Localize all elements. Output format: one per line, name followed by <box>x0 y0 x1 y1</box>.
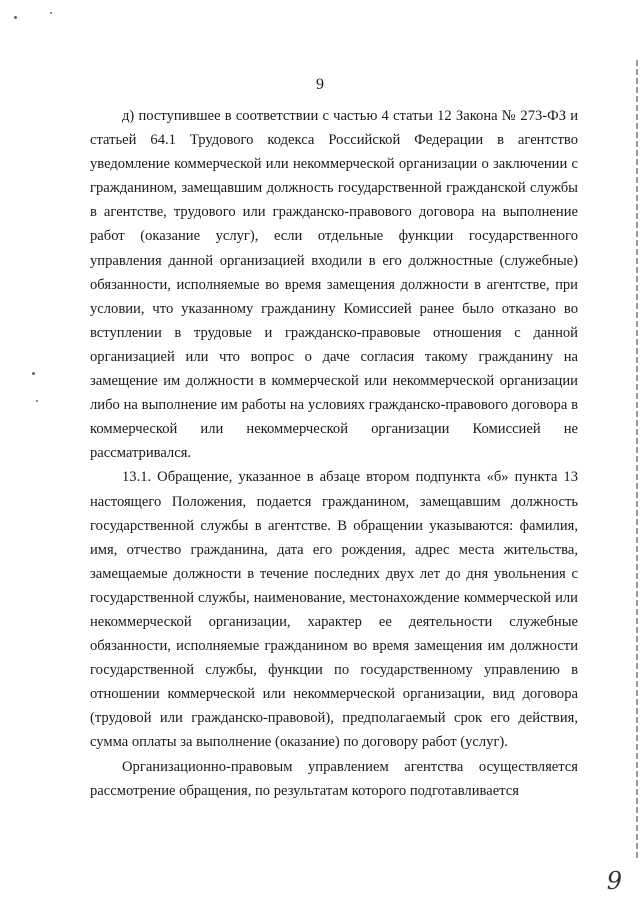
body-text <box>90 104 578 803</box>
scan-speck <box>14 16 17 19</box>
page-number: 9 <box>316 76 324 93</box>
paragraph-d: д) поступившее в соответствии с частью 4 статьи 12 Закона № 273-ФЗ и статьей 64.1 Трудового кодекса Российской Федерации в агентство уведомление коммерческой или некоммерческой организации о заключении с гражданином, замещавшим должность государственной гражданской службы в агентстве, трудового или гражданско-правового договора на выполнение работ (оказание услуг), если отдельные функции государственного управления данной организацией входили в его должностные (служебные) обязанности, исполняемые во время замещения должности в агентстве, при условии, что указанному гражданину Комиссией ранее было отказано во вступлении в трудовые и гражданско-правовые отношения с данной организацией или что вопрос о даче согласия такому гражданину на замещение им должности в коммерческой или некоммерческой организации либо на выполнение им работы на условиях гражданско-правового договора в коммерческой или некоммерческой организации Комиссией не рассматривался. <box>90 108 578 462</box>
paragraph-13-1: 13.1. Обращение, указанное в абзаце втором подпункта «б» пункта 13 настоящего Положения, подается гражданином, замещавшим должность государственной службы в агентстве. В обращении указываются: фамилия, имя, отчество гражданина, дата его рождения, адрес места жительства, замещаемые должности в течение последних двух лет до дня увольнения с государственной службы, наименование, местонахождение коммерческой или некоммерческой организации, характер ее деятельности служебные обязанности, исполняемые гражданином во время замещения им должности государственной службы, функции по государственному управлению в отношении коммерческой или некоммерческой организации, вид договора (трудовой или гражданско-правовой), предполагаемый срок его действия, сумма оплаты за выполнение (оказание) по договору работ (услуг). <box>90 469 578 751</box>
scan-speck <box>50 12 52 14</box>
scan-edge-line <box>636 60 638 860</box>
paragraph-review: Организационно-правовым управлением агентства осуществляется рассмотрение обращения, по результатам которого подготавливается <box>90 758 578 799</box>
scan-speck <box>32 372 35 375</box>
handwritten-page-number: 9 <box>606 867 622 895</box>
scan-speck <box>36 400 38 402</box>
